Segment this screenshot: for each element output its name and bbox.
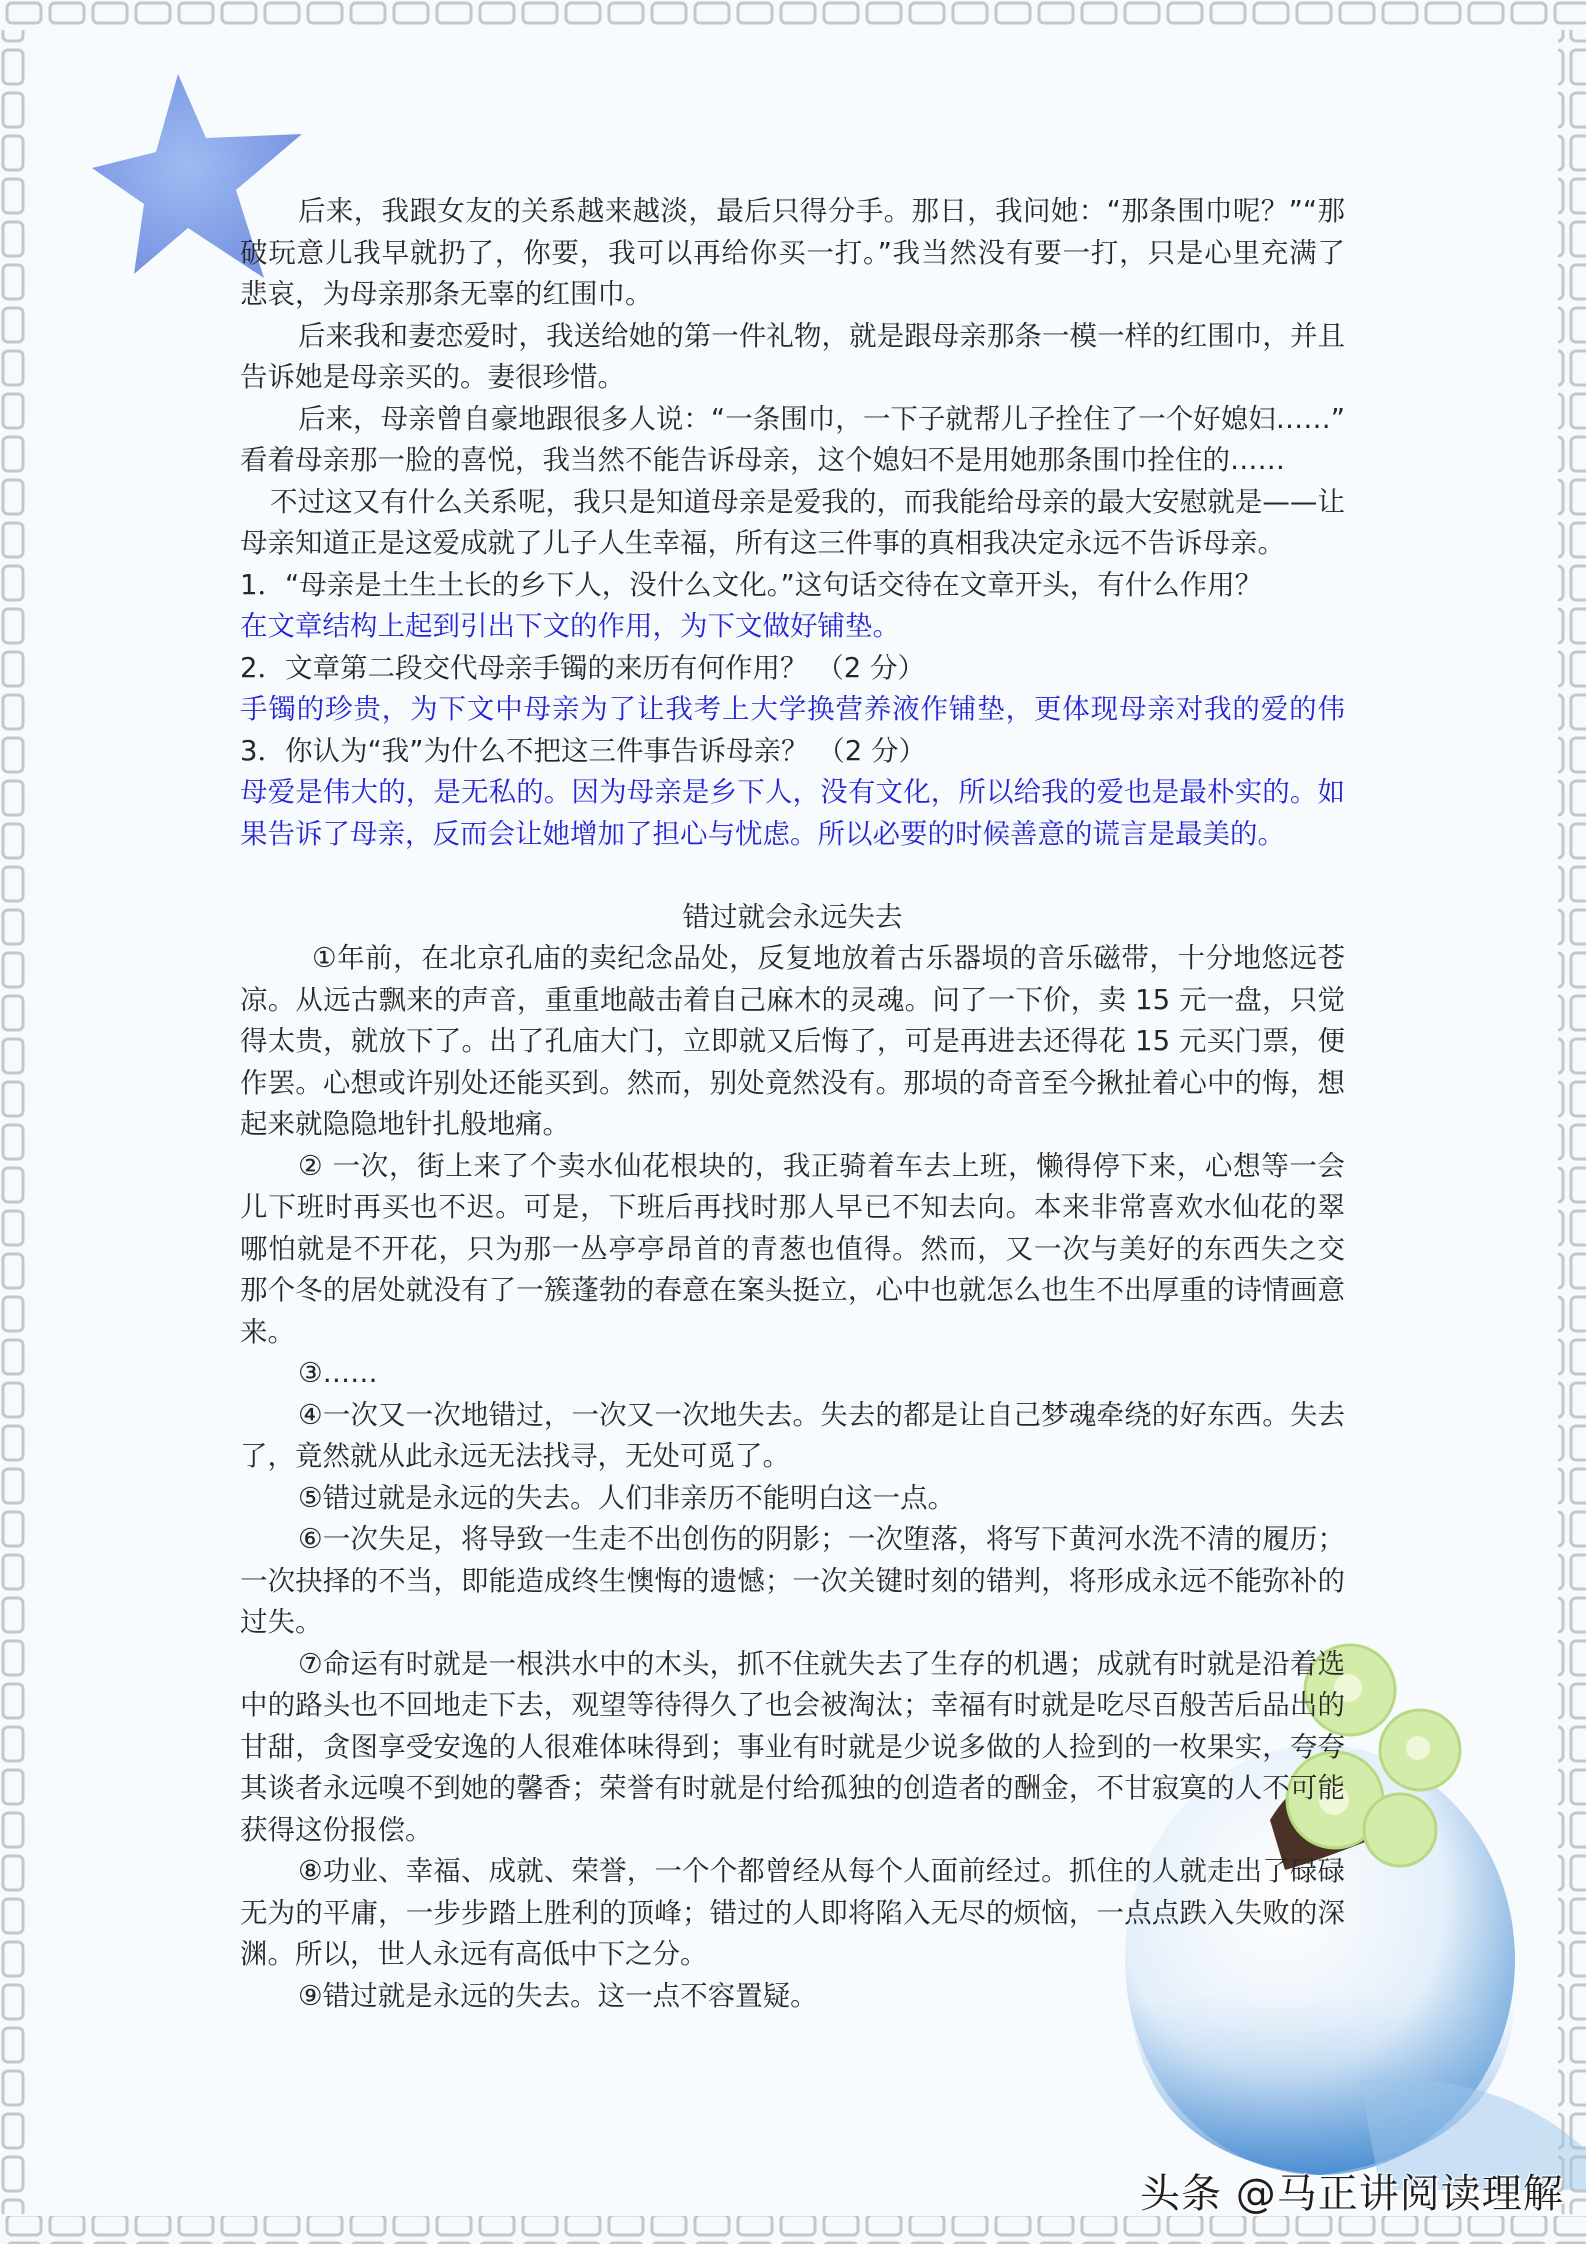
article-line: 中的路头也不回地走下去，观望等待得久了也会被淘汰；幸福有时就是吃尽百般苦后品出的 (240, 1689, 1345, 1721)
article-line: ③…… (298, 1357, 378, 1389)
article-line: 作罢。心想或许别处还能买到。然而，别处竟然没有。那埙的奇音至今揪扯着心中的悔，想 (240, 1066, 1345, 1099)
passage-line: 母亲知道正是这爱成就了儿子人生幸福，所有这三件事的真相我决定永远不告诉母亲。 (240, 527, 1285, 559)
article-line: 甘甜，贪图享受安逸的人很难体味得到；事业有时就是少说多做的人捡到的一枚果实，夸夸 (240, 1730, 1345, 1763)
passage-line: 破玩意儿我早就扔了，你要，我可以再给你买一打。”我当然没有要一打，只是心里充满了 (240, 236, 1345, 269)
watermark: 头条 @马正讲阅读理解 (1140, 2171, 1564, 2217)
question-3: 3．你认为“我”为什么不把这三件事告诉母亲？ （2 分） (240, 734, 926, 767)
article-line: 无为的平庸，一步步踏上胜利的顶峰；错过的人即将陷入无尽的烦恼，一点点跌入失败的深 (240, 1896, 1345, 1929)
passage-line: 悲哀，为母亲那条无辜的红围巾。 (240, 278, 653, 310)
article-line: ④一次又一次地错过，一次又一次地失去。失去的都是让自己梦魂牵绕的好东西。失去 (298, 1398, 1345, 1431)
blank-line (240, 855, 1345, 897)
article-line: 儿下班时再买也不迟。可是，下班后再找时那人早已不知去向。本来非常喜欢水仙花的翠 (240, 1191, 1345, 1223)
article-line: 起来就隐隐地针扎般地痛。 (240, 1108, 570, 1140)
article-line: 一次抉择的不当，即能造成终生懊悔的遗憾；一次关键时刻的错判，将形成永远不能弥补的 (240, 1564, 1345, 1597)
article-line: ⑦命运有时就是一根洪水中的木头，抓不住就失去了生存的机遇；成就有时就是沿着选 (298, 1647, 1345, 1680)
article-line: ⑨错过就是永远的失去。这一点不容置疑。 (298, 1979, 818, 2012)
article-line: ⑤错过就是永远的失去。人们非亲历不能明白这一点。 (298, 1481, 956, 1514)
article-line: ② 一次，街上来了个卖水仙花根块的，我正骑着车去上班，懒得停下来，心想等一会 (298, 1149, 1345, 1182)
passage-line: 后来，我跟女友的关系越来越淡，最后只得分手。那日，我问她：“那条围巾呢？”“那 (298, 195, 1345, 227)
article-line: 凉。从远古飘来的声音，重重地敲击着自己麻木的灵魂。问了一下价，卖 15 元一盘，只觉 (240, 983, 1345, 1016)
answer-1-line: 在文章结构上起到引出下文的作用，为下文做好铺垫。 (240, 610, 900, 642)
passage-line: 后来我和妻恋爱时，我送给她的第一件礼物，就是跟母亲那条一模一样的红围巾，并且 (298, 319, 1345, 352)
article-line: 渊。所以，世人永远有高低中下之分。 (240, 1938, 708, 1970)
document-body (240, 191, 1345, 2017)
passage-line: 告诉她是母亲买的。妻很珍惜。 (240, 361, 625, 393)
answer-3-line: 母爱是伟大的，是无私的。因为母亲是乡下人，没有文化，所以给我的爱也是最朴实的。如 (240, 776, 1345, 808)
article-line: 哪怕就是不开花，只为那一丛亭亭昂首的青葱也值得。然而，又一次与美好的东西失之交 (240, 1232, 1345, 1265)
article-line: 过失。 (240, 1606, 323, 1638)
article-line: 获得这份报偿。 (240, 1813, 433, 1846)
passage-line: 后来，母亲曾自豪地跟很多人说：“一条围巾，一下子就帮儿子拴住了一个好媳妇……” (298, 402, 1345, 435)
question-2: 2．文章第二段交代母亲手镯的来历有何作用？ （2 分） (240, 651, 925, 684)
question-1: 1．“母亲是土生土长的乡下人，没什么文化。”这句话交待在文章开头，有什么作用？ (240, 568, 1263, 601)
article-line: ①年前，在北京孔庙的卖纪念品处，反复地放着古乐器埙的音乐磁带，十分地悠远苍 (312, 942, 1345, 974)
article-title: 错过就会永远失去 (682, 900, 903, 933)
answer-3-line: 果告诉了母亲，反而会让她增加了担心与忧虑。所以必要的时候善意的谎言是最美的。 (240, 817, 1285, 850)
answer-2-line: 手镯的珍贵，为下文中母亲为了让我考上大学换营养液作铺垫，更体现母亲对我的爱的伟 (240, 693, 1345, 725)
article-line: 其谈者永远嗅不到她的馨香；荣誉有时就是付给孤独的创造者的酬金，不甘寂寞的人不可能 (240, 1772, 1345, 1804)
article-line: 那个冬的居处就没有了一簇蓬勃的春意在案头挺立，心中也就怎么也生不出厚重的诗情画意 (240, 1274, 1345, 1306)
article-line: 得太贵，就放下了。出了孔庙大门，立即就又后悔了，可是再进去还得花 15 元买门票，便 (240, 1025, 1345, 1057)
article-line: 来。 (240, 1315, 295, 1348)
article-line: 了，竟然就从此永远无法找寻，无处可觅了。 (240, 1440, 790, 1472)
article-line: ⑧功业、幸福、成就、荣誉，一个个都曾经从每个人面前经过。抓住的人就走出了碌碌 (298, 1855, 1345, 1887)
article-line: ⑥一次失足，将导致一生走不出创伤的阴影；一次堕落，将写下黄河水洗不清的履历； (298, 1523, 1345, 1555)
passage-line: 看着母亲那一脸的喜悦，我当然不能告诉母亲，这个媳妇不是用她那条围巾拴住的…… (240, 444, 1285, 476)
passage-line: 不过这又有什么关系呢，我只是知道母亲是爱我的，而我能给母亲的最大安慰就是——让 (270, 485, 1345, 518)
